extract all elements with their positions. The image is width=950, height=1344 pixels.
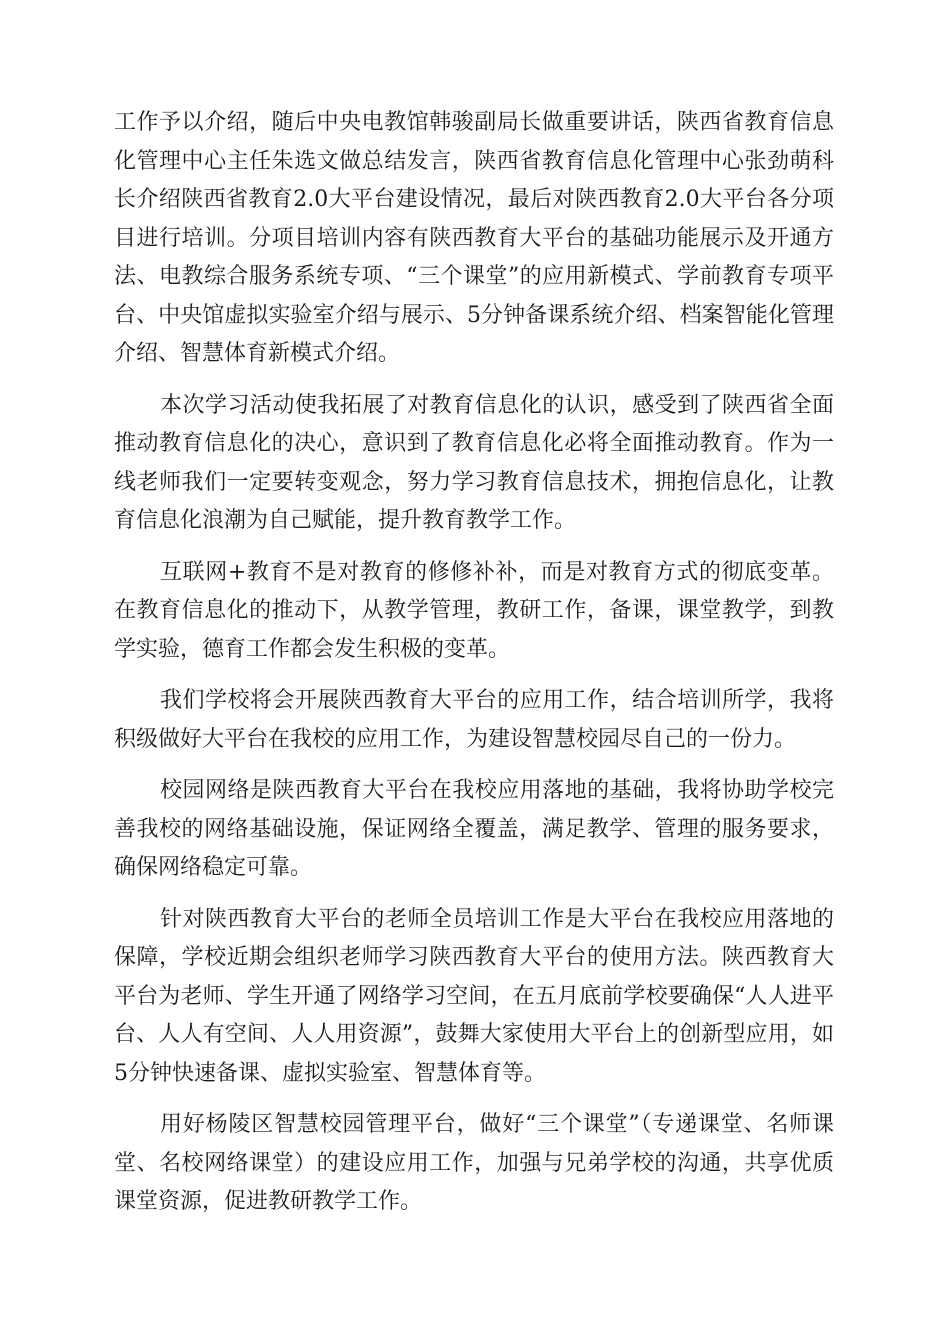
paragraph: 本次学习活动使我拓展了对教育信息化的认识，感受到了陕西省全面推动教育信息化的决心，意识到了教育信息化必将全面推动教育。作为一线老师我们一定要转变观念，努力学习教育信息技术，拥抱信息化，让教育信息化浪潮为自己赋能，提升教育教学工作。 — [114, 392, 834, 533]
paragraph: 我们学校将会开展陕西教育大平台的应用工作，结合培训所学，我将积级做好大平台在我校的应用工作，为建设智慧校园尽自己的一份力。 — [114, 688, 834, 752]
paragraph: 校园网络是陕西教育大平台在我校应用落地的基础，我将协助学校完善我校的网络基础设施，保证网络全覆盖，满足教学、管理的服务要求，确保网络稳定可靠。 — [114, 778, 834, 880]
document-body — [114, 104, 834, 1235]
paragraph: 用好杨陵区智慧校园管理平台，做好“三个课堂”（专递课堂、名师课堂、名校网络课堂）的建设应用工作，加强与兄弟学校的沟通，共享优质课堂资源，促进教研教学工作。 — [114, 1112, 834, 1214]
paragraph-continued: 工作予以介绍，随后中央电教馆韩骏副局长做重要讲话，陕西省教育信息化管理中心主任朱选文做总结发言，陕西省教育信息化管理中心张劲萌科长介绍陕西省教育2.0大平台建设情况，最后对陕西教育2.0大平台各分项目进行培训。分项目培训内容有陕西教育大平台的基础功能展示及开通方法、电教综合服务系统专项、“三个课堂”的应用新模式、学前教育专项平台、中央馆虚拟实验室介绍与展示、5分钟备课系统介绍、档案智能化管理介绍、智慧体育新模式介绍。 — [114, 110, 834, 366]
paragraph: 针对陕西教育大平台的老师全员培训工作是大平台在我校应用落地的保障，学校近期会组织老师学习陕西教育大平台的使用方法。陕西教育大平台为老师、学生开通了网络学习空间，在五月底前学校要确保“人人进平台、人人有空间、人人用资源”，鼓舞大家使用大平台上的创新型应用，如5分钟快速备课、虚拟实验室、智慧体育等。 — [114, 906, 834, 1086]
paragraph: 互联网+教育不是对教育的修修补补，而是对教育方式的彻底变革。在教育信息化的推动下，从教学管理，教研工作，备课，课堂教学，到教学实验，德育工作都会发生积极的变革。 — [114, 559, 834, 662]
